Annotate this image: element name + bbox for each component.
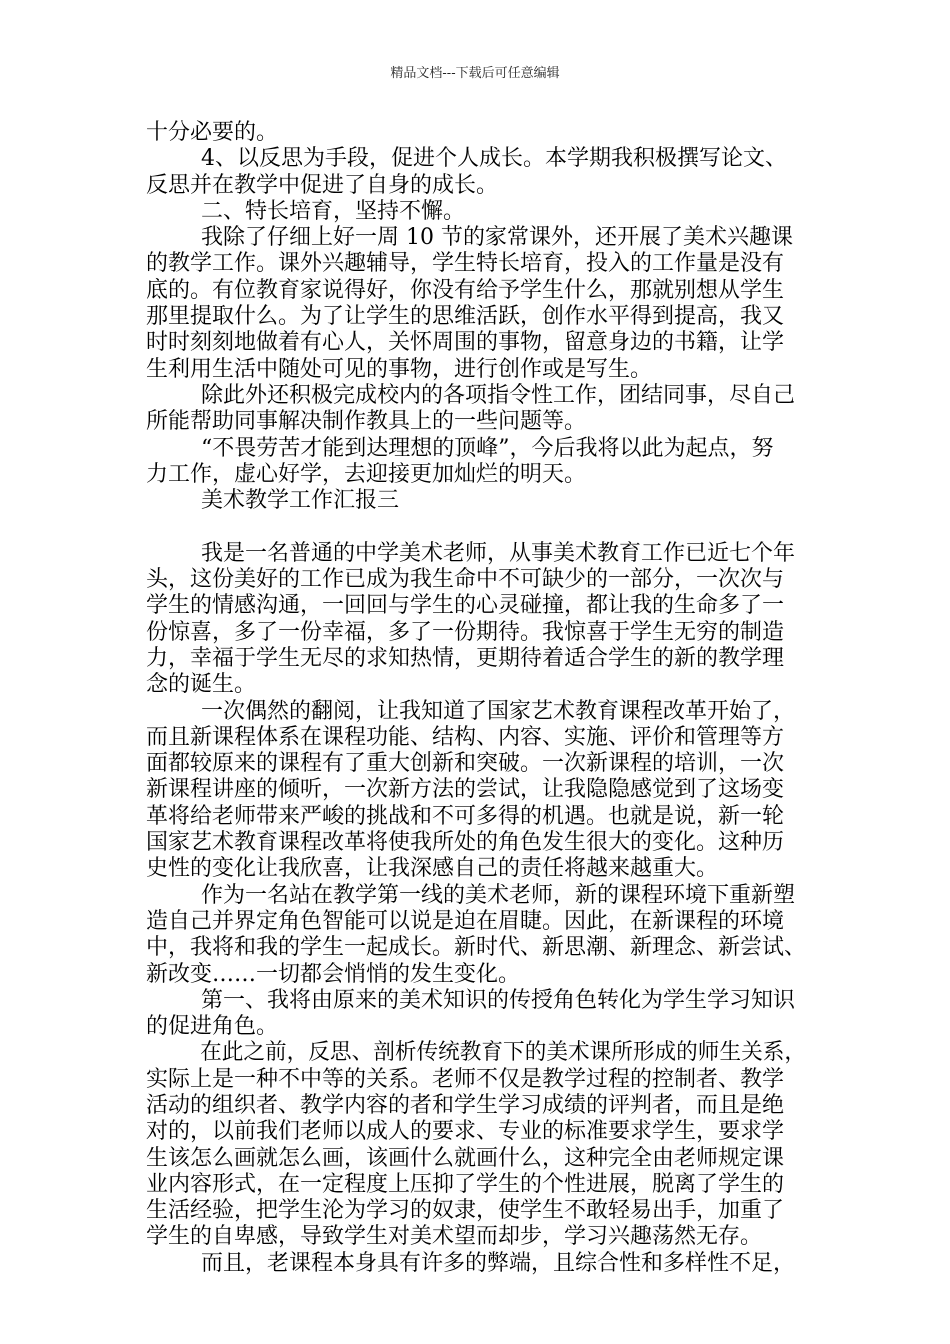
text-line: 力，幸福于学生无尽的求知热情，更期待着适合学生的新的教学理: [146, 645, 785, 671]
text-line: 时时刻刻地做着有心人，关怀周围的事物，留意身边的书籍，让学: [146, 330, 785, 356]
page-header: 精品文档---下载后可任意编辑: [390, 66, 560, 81]
text-line: 革将给老师带来严峻的挑战和不可多得的机遇。也就是说，新一轮: [146, 803, 785, 829]
text-line: 反思并在教学中促进了自身的成长。: [146, 172, 499, 198]
text-line: 十分必要的。: [146, 120, 279, 145]
text-line: 念的诞生。: [146, 672, 257, 698]
document-body: [146, 120, 806, 1277]
text-line: 而且新课程体系在课程功能、结构、内容、实施、评价和管理等方: [146, 724, 785, 750]
text-line: 第一、我将由原来的美术知识的传授角色转化为学生学习知识: [201, 987, 796, 1013]
text-line: “不畏劳苦才能到达理想的顶峰”，今后我将以此为起点，努: [201, 435, 774, 461]
text-line: 的促进角色。: [146, 1014, 279, 1040]
text-line: 除此外还积极完成校内的各项指令性工作，团结同事，尽自己: [201, 382, 796, 408]
text-line: 新改变……一切都会悄悄的发生变化。: [146, 961, 521, 987]
blank-line: [146, 514, 806, 540]
text-line: 国家艺术教育课程改革将使我所处的角色发生很大的变化。这种历: [146, 830, 785, 856]
text-line: 在此之前，反思、剖析传统教育下的美术课所形成的师生关系，: [200, 1040, 807, 1066]
text-line: 所能帮助同事解决制作教具上的一些问题等。: [146, 409, 587, 435]
text-line: 实际上是一种不中等的关系。老师不仅是教学过程的控制者、教学: [146, 1066, 785, 1092]
text-line: 生利用生活中随处可见的事物，进行创作或是写生。: [146, 356, 653, 382]
text-line: 活动的组织者、教学内容的者和学生学习成绩的评判者，而且是绝: [146, 1092, 785, 1118]
text-line: 业内容形式，在一定程度上压抑了学生的个性进展，脱离了学生的: [146, 1171, 785, 1197]
text-line: 学生的情感沟通，一回回与学生的心灵碰撞，都让我的生命多了一: [146, 593, 785, 619]
text-line: 而且，老课程本身具有许多的弊端，且综合性和多样性不足，: [201, 1250, 796, 1276]
text-line: 我是一名普通的中学美术老师，从事美术教育工作已近七个年: [201, 540, 796, 566]
text-line: 对的，以前我们老师以成人的要求、专业的标准要求学生，要求学: [146, 1119, 785, 1145]
text-line: 史性的变化让我欣喜，让我深感自己的责任将越来越重大。: [146, 856, 719, 882]
text-line: 的教学工作。课外兴趣辅导，学生特长培育，投入的工作量是没有: [146, 251, 785, 277]
text-line: 新课程讲座的倾听，一次新方法的尝试，让我隐隐感觉到了这场变: [146, 777, 785, 803]
text-line: 学生的自卑感，导致学生对美术望而却步，学习兴趣荡然无存。: [146, 1224, 763, 1250]
text-line: 作为一名站在教学第一线的美术老师，新的课程环境下重新塑: [201, 882, 796, 908]
text-line: 造自己并界定角色智能可以说是迫在眉睫。因此，在新课程的环境: [146, 908, 785, 934]
text-line: 4、以反思为手段，促进个人成长。本学期我积极撰写论文、: [201, 146, 787, 172]
text-line: 面都较原来的课程有了重大创新和突破。一次新课程的培训，一次: [146, 751, 785, 777]
text-line: 底的。有位教育家说得好，你没有给予学生什么，那就别想从学生: [146, 277, 785, 303]
text-line: 二、特长培育，坚持不懈。: [201, 198, 466, 224]
text-line: 力工作，虚心好学，去迎接更加灿烂的明天。: [146, 461, 587, 487]
text-line: 生该怎么画就怎么画，该画什么就画什么，这种完全由老师规定课: [146, 1145, 785, 1171]
text-line: 一次偶然的翻阅，让我知道了国家艺术教育课程改革开始了，: [201, 698, 796, 724]
text-line: 份惊喜，多了一份幸福，多了一份期待。我惊喜于学生无穷的制造: [146, 619, 785, 645]
text-line: 头，这份美好的工作已成为我生命中不可缺少的一部分，一次次与: [146, 567, 785, 593]
text-line: 美术教学工作汇报三: [201, 488, 400, 514]
text-line: 生活经验，把学生沦为学习的奴隶，使学生不敢轻易出手，加重了: [146, 1198, 785, 1224]
text-line: 中，我将和我的学生一起成长。新时代、新思潮、新理念、新尝试、: [146, 935, 807, 961]
text-line: 那里提取什么。为了让学生的思维活跃，创作水平得到提高，我又: [146, 304, 785, 330]
text-line: 我除了仔细上好一周 10 节的家常课外，还开展了美术兴趣课: [201, 225, 793, 251]
